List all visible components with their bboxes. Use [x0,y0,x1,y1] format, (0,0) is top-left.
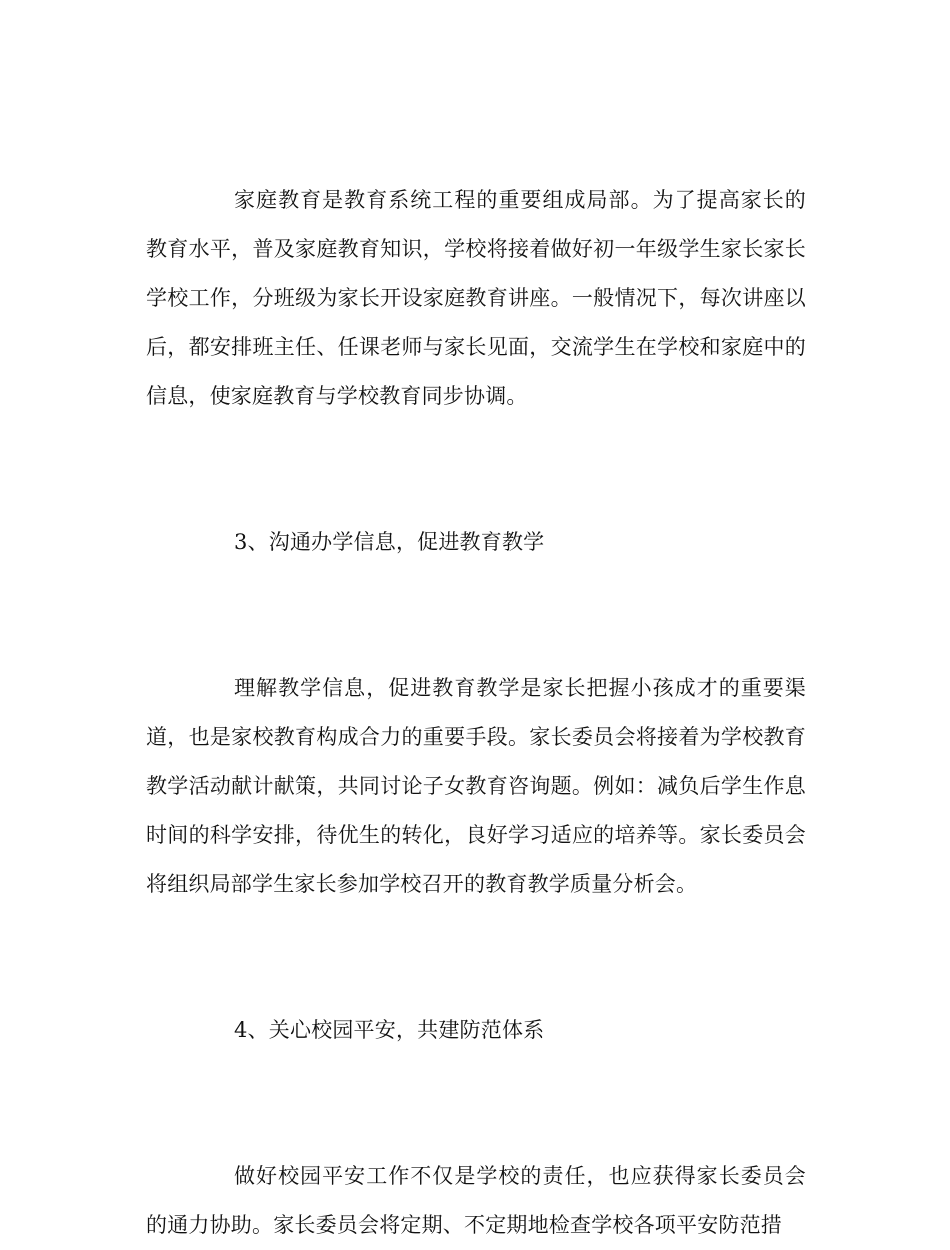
paragraph-family-education: 家庭教育是教育系统工程的重要组成局部。为了提高家长的教育水平，普及家庭教育知识，学校将接着做好初一年级学生家长家长学校工作，分班级为家长开设家庭教育讲座。一般情况下，每次讲座以后，都安排班主任、任课老师与家长见面，交流学生在学校和家庭中的信息，使家庭教育与学校教育同步协调。 [146,188,806,408]
paragraph-gap [146,909,806,1006]
paragraph-gap [146,567,806,664]
section-heading-4: 4、关心校园平安，共建防范体系 [234,1018,545,1042]
paragraph-gap [146,1055,806,1152]
paragraph-teaching-info: 理解教学信息，促进教育教学是家长把握小孩成才的重要渠道，也是家校教育构成合力的重要手段。家长委员会将接着为学校教育教学活动献计献策，共同讨论子女教育咨询题。例如：减负后学生作息时间的科学安排，待优生的转化，良好学习适应的培养等。家长委员会将组织局部学生家长参加学校召开的教育教学质量分析会。 [146,676,806,896]
paragraph-gap [146,421,806,518]
document-body [146,176,806,1250]
section-heading-3: 3、沟通办学信息，促进教育教学 [234,530,545,554]
paragraph-campus-safety: 做好校园平安工作不仅是学校的责任，也应获得家长委员会的通力协助。家长委员会将定期、不定期地检查学校各项平安防范措 [146,1164,806,1237]
